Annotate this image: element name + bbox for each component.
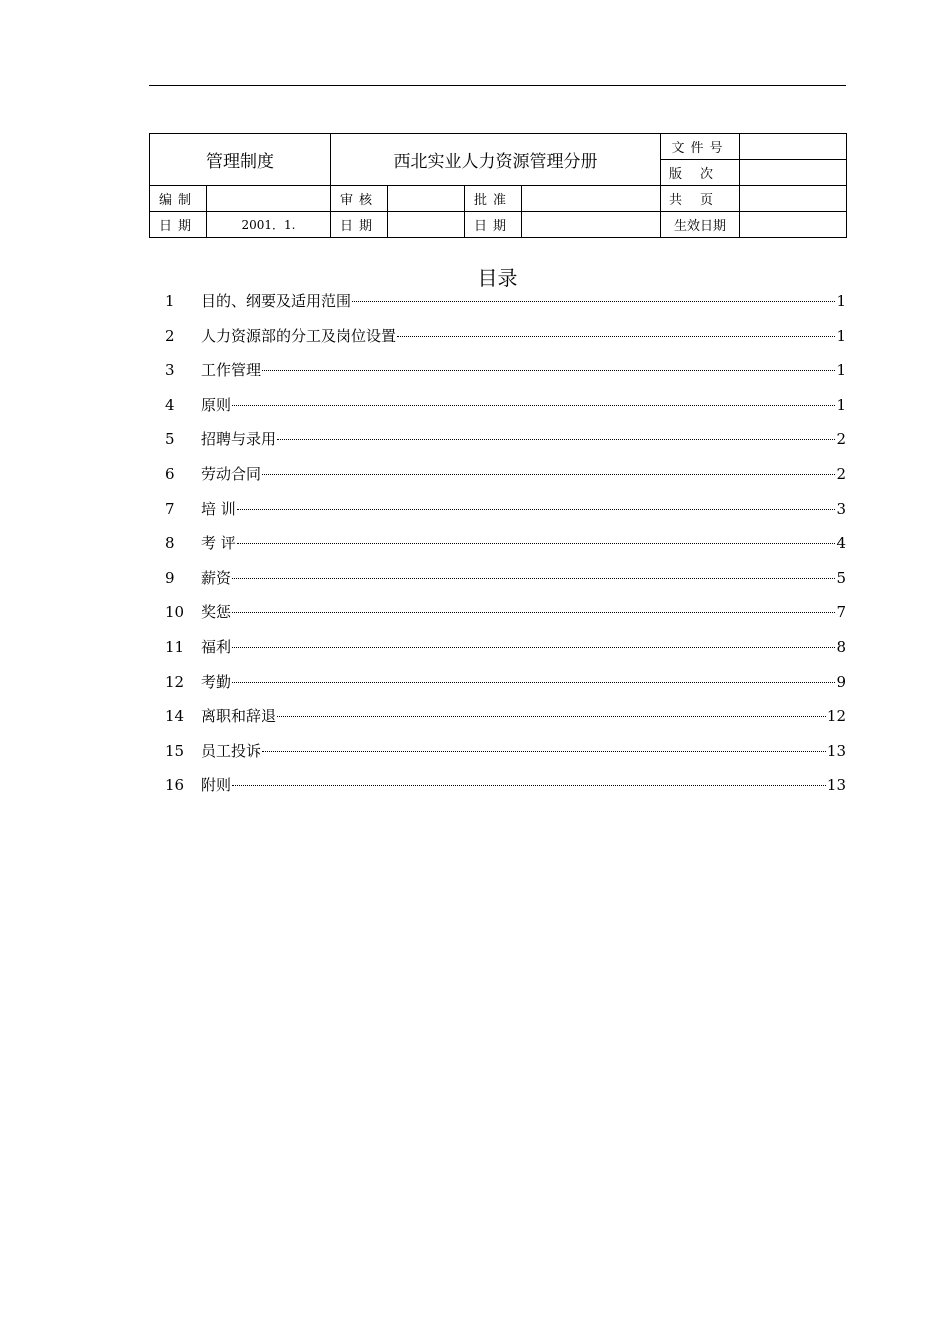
toc-entry-title: 奖惩 (201, 603, 232, 622)
editor-value (207, 186, 331, 212)
toc-entry[interactable] (165, 498, 846, 533)
toc-entry[interactable] (165, 705, 846, 740)
approver-label: 批准 (465, 186, 522, 212)
toc-dot-leader (237, 509, 836, 510)
toc-entry-title: 招聘与录用 (201, 430, 277, 449)
toc-dot-leader (352, 301, 835, 302)
toc-entry-page: 8 (836, 637, 846, 656)
approver-value (522, 186, 661, 212)
toc-entry[interactable] (165, 601, 846, 636)
toc-entry-page: 13 (826, 776, 846, 795)
toc-entry-number: 7 (165, 499, 175, 518)
toc-entry[interactable] (165, 463, 846, 498)
toc-entry-number: 6 (165, 464, 175, 483)
toc-dot-leader (262, 751, 826, 752)
toc-entry-title: 员工投诉 (201, 741, 262, 760)
toc-entry-page: 1 (836, 326, 846, 345)
toc-entry-page: 1 (836, 292, 846, 310)
reviewer-value (388, 186, 465, 212)
toc-entry-number: 5 (165, 430, 175, 449)
effective-date-label: 生效日期 (661, 212, 740, 238)
toc-entry-title: 工作管理 (201, 361, 262, 380)
document-header-table (149, 133, 847, 238)
toc-entry-page: 3 (836, 499, 846, 518)
toc-entry-title: 福利 (201, 637, 232, 656)
toc-entry[interactable] (165, 359, 846, 394)
toc-dot-leader (397, 336, 835, 337)
toc-entry-number: 12 (165, 672, 185, 691)
toc-dot-leader (232, 578, 835, 579)
toc-entry[interactable] (165, 325, 846, 360)
toc-entry-page: 5 (836, 568, 846, 587)
document-title: 西北实业人力资源管理分册 (331, 134, 661, 186)
toc-entry-page: 1 (836, 395, 846, 414)
toc-entry-page: 4 (836, 534, 846, 553)
toc-dot-leader (237, 543, 836, 544)
toc-entry-number: 8 (165, 534, 175, 553)
review-date-value (388, 212, 465, 238)
toc-entry-title: 附则 (201, 776, 232, 795)
toc-entry[interactable] (165, 740, 846, 775)
top-rule (149, 85, 846, 86)
toc-entry-page: 13 (826, 741, 846, 760)
toc-list (165, 290, 846, 809)
toc-entry-title: 原则 (201, 395, 232, 414)
toc-title: 目录 (477, 266, 518, 290)
toc-dot-leader (232, 647, 835, 648)
toc-entry-title: 考 评 (201, 534, 236, 553)
toc-entry-number: 11 (165, 637, 185, 656)
toc-entry-title: 薪资 (201, 568, 232, 587)
toc-entry[interactable] (165, 394, 846, 429)
toc-dot-leader (232, 785, 826, 786)
effective-date-value (740, 212, 847, 238)
toc-entry-title: 培 训 (201, 499, 236, 518)
file-no-value (740, 134, 847, 160)
approve-date-label: 日期 (465, 212, 522, 238)
toc-entry-title: 离职和辞退 (201, 707, 277, 726)
pages-label: 共页 (661, 186, 740, 212)
toc-entry[interactable] (165, 290, 846, 325)
toc-entry-page: 7 (836, 603, 846, 622)
toc-entry[interactable] (165, 428, 846, 463)
toc-entry[interactable] (165, 774, 846, 809)
editor-label: 编制 (150, 186, 207, 212)
toc-entry-number: 3 (165, 361, 175, 380)
toc-entry-page: 9 (836, 672, 846, 691)
date-label: 日期 (150, 212, 207, 238)
file-no-label: 文件号 (661, 134, 740, 160)
toc-entry-number: 2 (165, 326, 175, 345)
version-label: 版次 (661, 160, 740, 186)
toc-entry-title: 人力资源部的分工及岗位设置 (201, 326, 397, 345)
toc-entry[interactable] (165, 532, 846, 567)
toc-entry-title: 劳动合同 (201, 464, 262, 483)
approve-date-value (522, 212, 661, 238)
reviewer-label: 审核 (331, 186, 388, 212)
toc-entry-number: 15 (165, 741, 185, 760)
toc-entry-page: 2 (836, 430, 846, 449)
toc-entry-number: 4 (165, 395, 175, 414)
date-value: 2001．1. (207, 212, 331, 238)
category-cell: 管理制度 (150, 134, 331, 186)
toc-entry-number: 14 (165, 707, 185, 726)
toc-dot-leader (232, 405, 835, 406)
toc-dot-leader (277, 716, 826, 717)
toc-dot-leader (232, 612, 835, 613)
toc-entry-number: 1 (165, 292, 175, 310)
toc-entry-number: 10 (165, 603, 185, 622)
toc-entry[interactable] (165, 567, 846, 602)
toc-dot-leader (262, 370, 835, 371)
toc-dot-leader (277, 439, 835, 440)
toc-entry-number: 9 (165, 568, 175, 587)
toc-dot-leader (232, 682, 835, 683)
toc-entry[interactable] (165, 636, 846, 671)
toc-entry-page: 2 (836, 464, 846, 483)
toc-entry-number: 16 (165, 776, 185, 795)
toc-dot-leader (262, 474, 835, 475)
toc-entry-page: 12 (826, 707, 846, 726)
toc-entry[interactable] (165, 671, 846, 706)
toc-entry-title: 目的、纲要及适用范围 (201, 292, 352, 310)
pages-value (740, 186, 847, 212)
review-date-label: 日期 (331, 212, 388, 238)
version-value (740, 160, 847, 186)
toc-entry-page: 1 (836, 361, 846, 380)
toc-entry-title: 考勤 (201, 672, 232, 691)
